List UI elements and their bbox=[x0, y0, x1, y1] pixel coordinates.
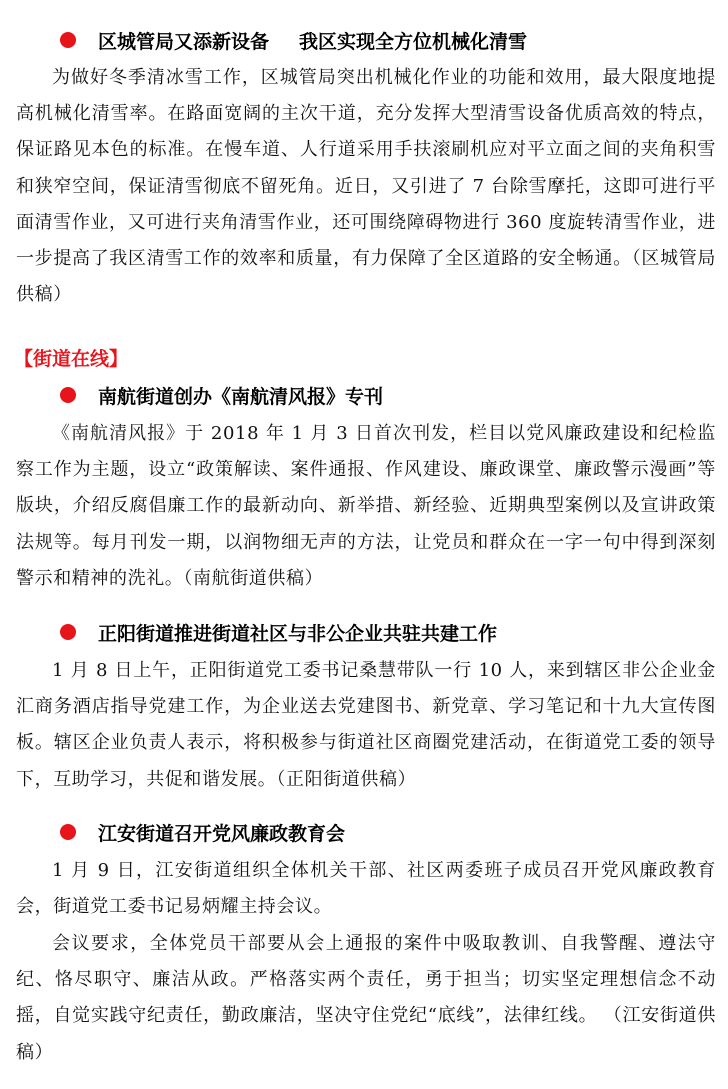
article-paragraph: 为做好冬季清冰雪工作，区城管局突出机械化作业的功能和效用，最大限度地提高机械化清雪率。在路面宽阔的主次干道，充分发挥大型清雪设备优质高效的特点，保证路见本色的标准。在慢车道、人行道采用手扶滚刷机应对平立面之间的夹角积雪和狭窄空间，保证清雪彻底不留死角。近日，又引进了 7 台除雪摩托，这即可进行平面清雪作业，又可进行夹角清雪作业，还可围绕障碍物进行 360 度旋转清雪作业，进一步提高了我区清雪工作的效率和质量，有力保障了全区道路的安全畅通。（区城管局供稿） bbox=[16, 67, 716, 306]
article-title-part-a: 区城管局又添新设备 bbox=[98, 30, 270, 53]
article-title: 江安街道召开党风廉政教育会 bbox=[98, 822, 346, 845]
section-label-street-online: 【街道在线】 bbox=[14, 347, 129, 370]
article-heading-jiangan bbox=[0, 814, 345, 850]
article-paragraph: 会议要求，全体党员干部要从会上通报的案件中吸取教训、自我警醒、遵法守纪、恪尽职守、廉洁从政。严格落实两个责任，勇于担当；切实坚定理想信念不动摇，自觉实践守纪责任，勤政廉洁，坚决守住党纪“底线”，法律红线。 （江安街道供稿） bbox=[16, 933, 716, 1063]
red-bullet-icon bbox=[60, 32, 76, 48]
red-bullet-icon bbox=[60, 387, 76, 403]
article-paragraph: 1 月 8 日上午，正阳街道党工委书记桑慧带队一行 10 人，来到辖区非公企业金汇商务酒店指导党建工作，为企业送去党建图书、新党章、学习笔记和十九大宣传图板。辖区企业负责人表示，将积极参与街道社区商圈党建活动，在街道党工委的领导下，互助学习，共促和谐发展。（正阳街道供稿） bbox=[16, 660, 716, 790]
article-paragraph: 《南航清风报》于 2018 年 1 月 3 日首次刊发，栏目以党风廉政建设和纪检监察工作为主题，设立“政策解读、案件通报、作风建设、廉政课堂、廉政警示漫画”等版块，介绍反腐倡廉工作的最新动向、新举措、新经验、近期典型案例以及宣讲政策法规等。每月刊发一期，以润物细无声的方法，让党员和群众在一字一句中得到深刻警示和精神的洗礼。（南航街道供稿） bbox=[16, 423, 716, 589]
article-paragraph: 1 月 9 日，江安街道组织全体机关干部、社区两委班子成员召开党风廉政教育会，街道党工委书记易炳耀主持会议。 bbox=[16, 860, 716, 918]
article-title: 正阳街道推进街道社区与非公企业共驻共建工作 bbox=[98, 622, 498, 645]
article-heading-nanhang bbox=[0, 377, 383, 413]
article-heading-zhengyang bbox=[0, 614, 497, 650]
article-heading-city-management bbox=[0, 22, 527, 58]
article-title-part-b: 我区实现全方位机械化清雪 bbox=[299, 30, 528, 53]
article-title: 南航街道创办《南航清风报》专刊 bbox=[98, 385, 384, 408]
red-bullet-icon bbox=[60, 824, 76, 840]
red-bullet-icon bbox=[60, 624, 76, 640]
